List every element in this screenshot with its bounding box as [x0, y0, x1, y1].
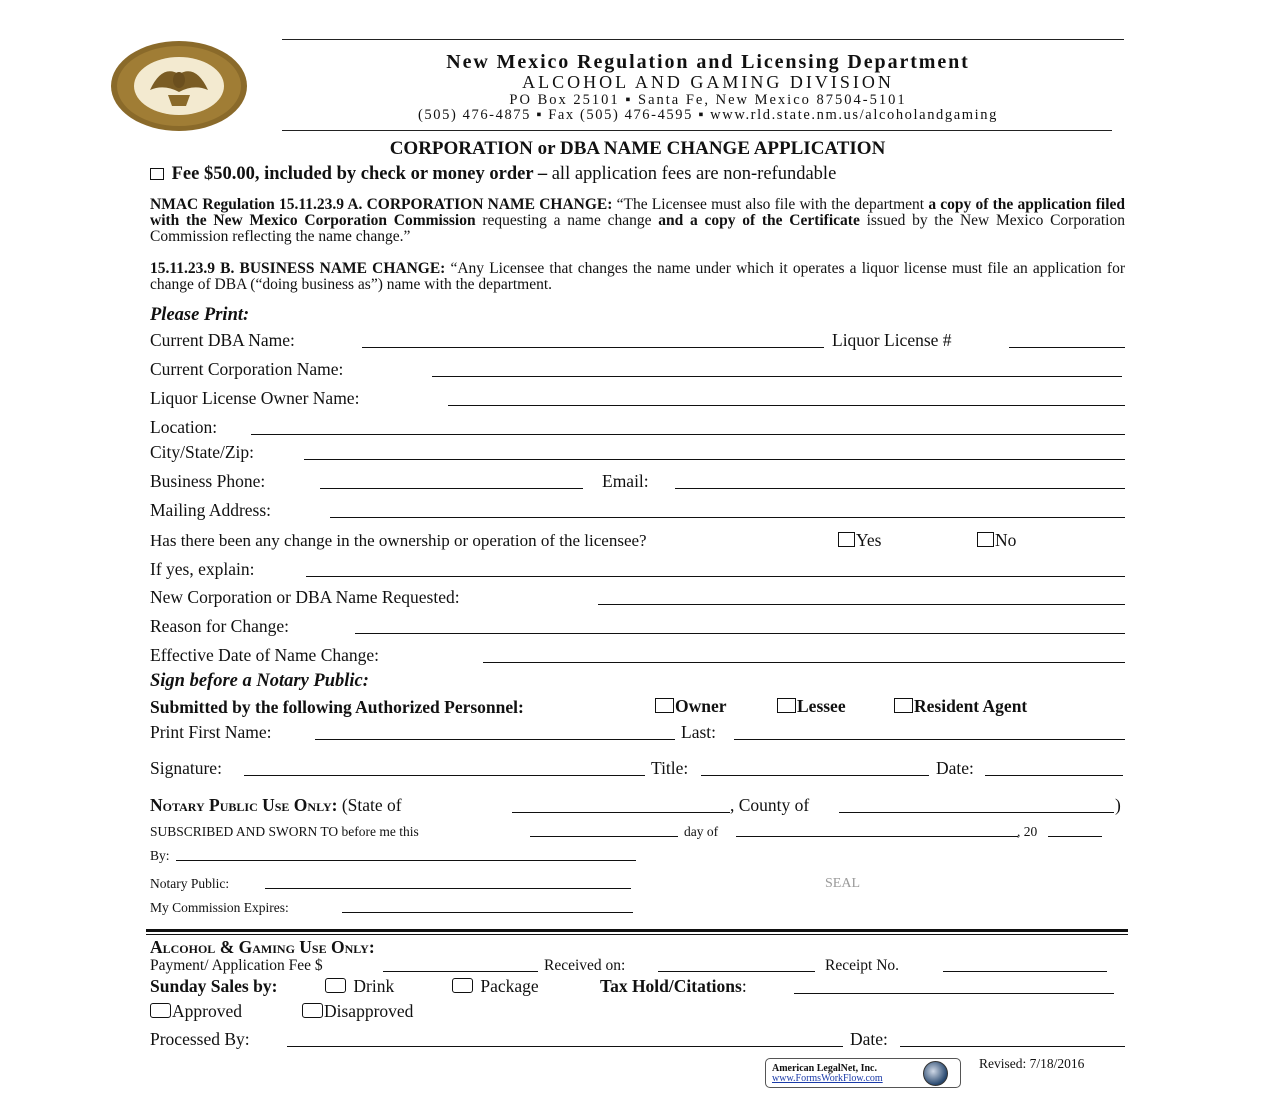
- no-label: No: [995, 530, 1017, 550]
- header-address: PO Box 25101 ▪ Santa Fe, New Mexico 87504-5101: [509, 92, 907, 108]
- legalnet-company: American LegalNet, Inc.: [772, 1063, 877, 1074]
- drink-option[interactable]: [325, 976, 394, 996]
- current-corp-label: Current Corporation Name:: [150, 359, 344, 379]
- notary-county-label: , County of: [730, 795, 810, 815]
- notary-public-label: Notary Public:: [150, 876, 230, 891]
- regulation-b-label: 15.11.23.9 B. BUSINESS NAME CHANGE:: [150, 260, 446, 277]
- signature-label: Signature:: [150, 758, 222, 778]
- last-label: Last:: [681, 722, 716, 742]
- notary-state-input[interactable]: [512, 812, 730, 813]
- fee-checkbox[interactable]: [150, 168, 164, 180]
- mailing-address-label: Mailing Address:: [150, 500, 272, 520]
- notary-section: [150, 795, 402, 815]
- section-divider-thin: [146, 934, 1128, 935]
- sig-date-label: Date:: [936, 758, 974, 778]
- commission-label: My Commission Expires:: [150, 900, 289, 915]
- state-seal: [110, 40, 248, 132]
- signature-input[interactable]: [244, 775, 645, 776]
- new-name-input[interactable]: [598, 604, 1125, 605]
- notary-close: ): [1115, 795, 1121, 815]
- yes-checkbox[interactable]: [838, 532, 855, 547]
- tax-hold-colon: :: [741, 976, 747, 996]
- yes-label: Yes: [856, 530, 882, 550]
- header-top-rule: [282, 39, 1124, 40]
- resident-agent-checkbox[interactable]: [894, 698, 913, 713]
- fee-note: all application fees are non-refundable: [547, 164, 837, 184]
- fee-line: [150, 164, 836, 185]
- tax-hold-text: Tax Hold/Citations: [600, 976, 742, 996]
- mailing-address-input[interactable]: [330, 517, 1125, 518]
- notary-county-input[interactable]: [839, 812, 1114, 813]
- resident-agent-label: Resident Agent: [914, 696, 1028, 716]
- location-label: Location:: [150, 417, 218, 437]
- please-print-heading: Please Print:: [150, 305, 250, 325]
- city-state-zip-label: City/State/Zip:: [150, 442, 255, 462]
- if-yes-label: If yes, explain:: [150, 559, 255, 579]
- processed-date-label: Date:: [850, 1029, 888, 1049]
- year-label: , 20: [1017, 824, 1038, 839]
- approved-label: Approved: [172, 1001, 242, 1021]
- legalnet-site[interactable]: www.FormsWorkFlow.com: [772, 1073, 883, 1084]
- business-phone-input[interactable]: [320, 488, 583, 489]
- package-label: Package: [480, 976, 539, 996]
- section-divider-thick: [146, 929, 1128, 932]
- effective-date-label: Effective Date of Name Change:: [150, 645, 380, 665]
- owner-checkbox[interactable]: [655, 698, 674, 713]
- seal-placeholder: SEAL: [825, 876, 860, 891]
- print-first-label: Print First Name:: [150, 722, 272, 742]
- location-input[interactable]: [251, 434, 1125, 435]
- regulation-b-text: “Any Licensee that changes the name under which it operates a liquor license must file an application for change of DBA (“doing business as”) name with the department.: [150, 260, 1125, 293]
- sig-date-input[interactable]: [985, 775, 1123, 776]
- division-name: ALCOHOL AND GAMING DIVISION: [522, 72, 894, 92]
- current-corp-input[interactable]: [432, 376, 1122, 377]
- package-checkbox[interactable]: [452, 978, 473, 993]
- approved-checkbox[interactable]: [150, 1003, 171, 1018]
- agd-label: Alcohol & Gaming Use Only:: [150, 937, 375, 957]
- receipt-label: Receipt No.: [825, 957, 900, 974]
- day-of-input[interactable]: [736, 836, 1018, 837]
- received-label: Received on:: [544, 957, 626, 974]
- disapproved-checkbox[interactable]: [302, 1003, 323, 1018]
- first-name-input[interactable]: [315, 739, 675, 740]
- owner-name-label: Liquor License Owner Name:: [150, 388, 360, 408]
- received-input[interactable]: [658, 971, 815, 972]
- subscribed-day-input[interactable]: [530, 836, 678, 837]
- resident-agent-option[interactable]: [894, 696, 1027, 716]
- package-option[interactable]: [452, 976, 539, 996]
- receipt-input[interactable]: [943, 971, 1107, 972]
- by-label: By:: [150, 848, 170, 863]
- by-input[interactable]: [176, 860, 636, 861]
- authorized-label: Submitted by the following Authorized Personnel:: [150, 697, 524, 717]
- no-checkbox[interactable]: [977, 532, 994, 547]
- ownership-question: Has there been any change in the ownership or operation of the licensee?: [150, 531, 647, 550]
- disapproved-option[interactable]: [302, 1001, 413, 1021]
- fee-bold: Fee $50.00, included by check or money order –: [171, 164, 548, 184]
- lessee-checkbox[interactable]: [777, 698, 796, 713]
- email-label: Email:: [602, 471, 649, 491]
- reason-label: Reason for Change:: [150, 616, 289, 636]
- if-yes-input[interactable]: [306, 576, 1125, 577]
- legalnet-globe-icon: [923, 1061, 948, 1086]
- business-phone-label: Business Phone:: [150, 471, 266, 491]
- header-bottom-rule: [282, 130, 1112, 131]
- ownership-no[interactable]: [977, 530, 1016, 550]
- tax-hold-label: [600, 976, 747, 996]
- regulation-a-text2: requesting a name change: [475, 212, 659, 229]
- owner-option[interactable]: [655, 696, 727, 716]
- current-dba-label: Current DBA Name:: [150, 330, 295, 350]
- regulation-b: [150, 261, 1125, 293]
- owner-label: Owner: [675, 696, 727, 716]
- regulation-a-text1: “The Licensee must also file with the department: [612, 196, 929, 213]
- form-title: CORPORATION or DBA NAME CHANGE APPLICATION: [389, 138, 886, 159]
- processed-date-input[interactable]: [900, 1046, 1125, 1047]
- ownership-yes[interactable]: [838, 530, 881, 550]
- new-name-label: New Corporation or DBA Name Requested:: [150, 587, 460, 607]
- lessee-option[interactable]: [777, 696, 846, 716]
- sunday-sales-label: Sunday Sales by:: [150, 976, 278, 996]
- email-input[interactable]: [675, 488, 1125, 489]
- revised-date: Revised: 7/18/2016: [979, 1056, 1085, 1071]
- approved-option[interactable]: [150, 1001, 242, 1021]
- title-label: Title:: [651, 758, 689, 778]
- regulation-a-bold2: and a copy of the Certificate: [658, 212, 860, 229]
- notary-state-label: (State of: [341, 795, 402, 815]
- header-contact: (505) 476-4875 ▪ Fax (505) 476-4595 ▪ www.rld.state.nm.us/alcoholandgaming: [418, 107, 998, 123]
- notary-public-input[interactable]: [265, 888, 631, 889]
- sign-notary-heading: Sign before a Notary Public:: [150, 671, 369, 691]
- subscribed-label: SUBSCRIBED AND SWORN TO before me this: [150, 824, 419, 839]
- title-input[interactable]: [701, 775, 929, 776]
- drink-label: Drink: [353, 976, 395, 996]
- liquor-license-label: Liquor License #: [832, 330, 952, 350]
- processed-by-label: Processed By:: [150, 1029, 250, 1049]
- reason-input[interactable]: [355, 633, 1125, 634]
- effective-date-input[interactable]: [483, 662, 1125, 663]
- processed-by-input[interactable]: [287, 1046, 843, 1047]
- payment-label: Payment/ Application Fee $: [150, 957, 323, 974]
- last-name-input[interactable]: [734, 739, 1125, 740]
- current-dba-input[interactable]: [362, 347, 824, 348]
- regulation-a-label: NMAC Regulation 15.11.23.9 A. CORPORATION NAME CHANGE:: [150, 196, 613, 213]
- notary-label: Notary Public Use Only:: [150, 795, 338, 815]
- payment-input[interactable]: [383, 971, 538, 972]
- day-of-label: day of: [684, 824, 719, 839]
- drink-checkbox[interactable]: [325, 978, 346, 993]
- tax-hold-input[interactable]: [794, 993, 1114, 994]
- regulation-a-text3: issued by the New Mexico Corporation Commission reflecting the name change.”: [150, 212, 1125, 245]
- regulation-a: [150, 197, 1125, 245]
- commission-input[interactable]: [342, 912, 633, 913]
- city-state-zip-input[interactable]: [304, 459, 1125, 460]
- regulation-a-bold1: a copy of the application filed with the New Mexico Corporation Commission: [150, 196, 1126, 229]
- disapproved-label: Disapproved: [324, 1001, 414, 1021]
- owner-name-input[interactable]: [448, 405, 1125, 406]
- year-input[interactable]: [1048, 836, 1102, 837]
- department-name: New Mexico Regulation and Licensing Department: [446, 51, 970, 73]
- lessee-label: Lessee: [797, 696, 846, 716]
- legalnet-badge[interactable]: [765, 1058, 961, 1088]
- liquor-license-input[interactable]: [1009, 347, 1125, 348]
